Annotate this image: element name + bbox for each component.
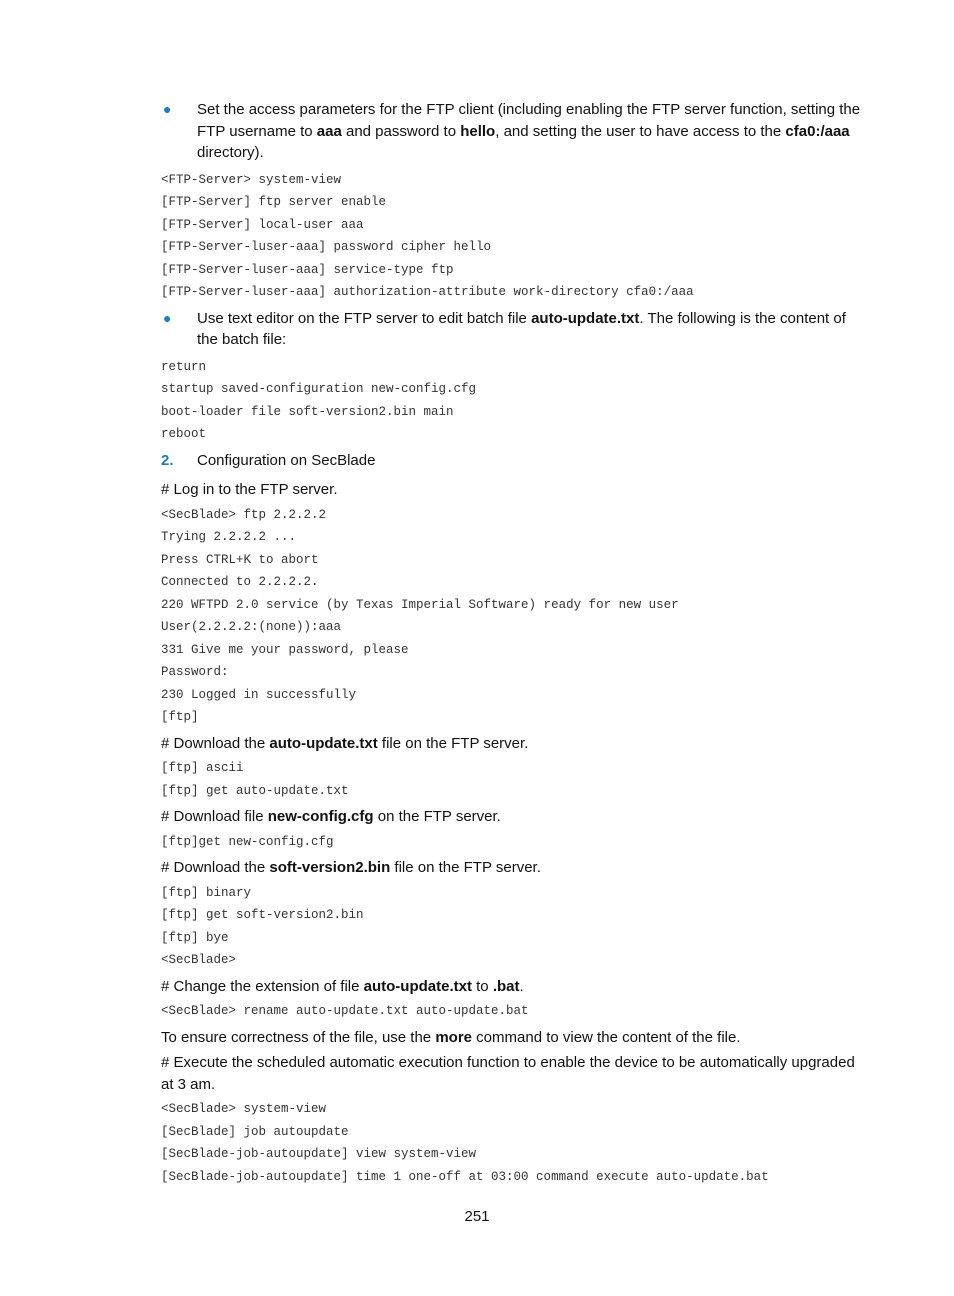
code-block-rename xyxy=(161,1000,865,1023)
para-download-software xyxy=(161,857,865,879)
para-download-config xyxy=(161,806,865,828)
text: file on the FTP server. xyxy=(390,859,541,876)
text: . The following is the content of the batch file: xyxy=(197,309,846,348)
text: , and setting the user to have access to the xyxy=(495,122,786,140)
text: to xyxy=(471,977,493,995)
bullet-dot-icon: ● xyxy=(163,101,172,117)
text: file on the FTP server. xyxy=(377,734,529,752)
bullet-batch-file xyxy=(161,308,865,351)
text: Use text editor on the FTP server to edit batch file xyxy=(197,309,532,327)
code-line: [SecBlade] job autoupdate xyxy=(161,1124,349,1139)
text: command to view the content of the file. xyxy=(472,1028,741,1046)
code-line: [FTP-Server-luser-aaa] password cipher hello xyxy=(161,240,492,254)
code-line: boot-loader file soft-version2.bin main xyxy=(161,404,454,419)
code-block-ascii xyxy=(161,757,865,802)
text: on the FTP server. xyxy=(373,808,501,825)
text: and password to xyxy=(341,122,461,140)
code-line: [SecBlade-job-autoupdate] time 1 one-off at 03:00 command execute auto-update.bat xyxy=(161,1169,769,1184)
code-line: Password: xyxy=(161,665,229,679)
code-line: [FTP-Server-luser-aaa] authorization-attribute work-directory cfa0:/aaa xyxy=(161,285,694,299)
bullet-dot-icon: ● xyxy=(163,309,172,326)
code-line: 331 Give me your password, please xyxy=(161,642,409,657)
code-line: <FTP-Server> system-view xyxy=(161,172,342,187)
text: # Download the xyxy=(161,859,270,876)
para-execute-schedule: # Execute the scheduled automatic execution function to enable the device to be automatically upgraded at 3 am. xyxy=(161,1054,855,1093)
code-line: [FTP-Server] ftp server enable xyxy=(161,195,387,209)
code-line: [ftp] binary xyxy=(161,885,252,900)
code-line: return xyxy=(161,359,207,374)
text: # Change the extension of file xyxy=(161,977,364,995)
code-block-job xyxy=(161,1098,865,1188)
code-line: 220 WFTPD 2.0 service (by Texas Imperial Software) ready for new user xyxy=(161,597,679,612)
para-change-extension xyxy=(161,976,865,998)
para-more-command xyxy=(161,1027,865,1049)
text: # Download file xyxy=(161,808,268,825)
text: To ensure correctness of the file, use the xyxy=(161,1028,436,1046)
code-block-ftp-server xyxy=(161,169,865,304)
step-text: Configuration on SecBlade xyxy=(197,451,376,469)
para-download-autoupdate xyxy=(161,733,865,755)
para-login: # Log in to the FTP server. xyxy=(161,481,338,498)
code-line: [ftp] get soft-version2.bin xyxy=(161,908,364,922)
text: directory). xyxy=(197,144,264,161)
code-line: Connected to 2.2.2.2. xyxy=(161,575,319,589)
code-line: reboot xyxy=(161,427,207,441)
filename-bold: auto-update.txt xyxy=(269,734,378,752)
step-heading xyxy=(161,450,865,472)
step-number: 2. xyxy=(161,451,174,469)
filename-bold: new-config.cfg xyxy=(267,808,374,825)
code-line: [ftp] bye xyxy=(161,930,229,945)
text: # Download the xyxy=(161,734,270,752)
code-line: [SecBlade-job-autoupdate] view system-view xyxy=(161,1147,477,1161)
code-line: User(2.2.2.2:(none)):aaa xyxy=(161,620,342,634)
code-line: <SecBlade> xyxy=(161,953,237,967)
code-line: Trying 2.2.2.2 ... xyxy=(161,530,297,544)
code-block-login xyxy=(161,504,865,729)
code-line: <SecBlade> rename auto-update.txt auto-update.bat xyxy=(161,1004,529,1018)
text: . xyxy=(519,977,524,995)
code-line: [ftp] get auto-update.txt xyxy=(161,783,349,798)
filename-bold: auto-update.txt xyxy=(531,309,640,327)
code-line: [ftp] ascii xyxy=(161,761,244,775)
code-line: <SecBlade> ftp 2.2.2.2 xyxy=(161,507,327,522)
command-bold: more xyxy=(435,1028,473,1046)
password-bold: hello xyxy=(460,122,496,140)
code-line: [FTP-Server] local-user aaa xyxy=(161,217,364,232)
code-block-binary xyxy=(161,882,865,972)
code-block-batch-file xyxy=(161,356,865,446)
username-bold: aaa xyxy=(316,122,342,140)
filename-bold: soft-version2.bin xyxy=(269,859,391,876)
code-line: [ftp]get new-config.cfg xyxy=(161,834,334,849)
directory-bold: cfa0:/aaa xyxy=(785,122,850,140)
code-line: [FTP-Server-luser-aaa] service-type ftp xyxy=(161,262,454,277)
code-line: <SecBlade> system-view xyxy=(161,1102,327,1116)
code-line: startup saved-configuration new-config.cfg xyxy=(161,382,477,396)
page-content xyxy=(161,99,865,1192)
extension-bold: .bat xyxy=(492,977,520,995)
code-line: 230 Logged in successfully xyxy=(161,687,357,702)
code-block-get-config xyxy=(161,831,865,854)
bullet-ftp-client-params xyxy=(161,99,865,164)
page-number: 251 xyxy=(464,1208,490,1225)
code-line: Press CTRL+K to abort xyxy=(161,552,319,567)
code-line: [ftp] xyxy=(161,710,199,724)
text: Set the access parameters for the FTP client (including enabling the FTP server function, setting the FTP username to xyxy=(197,101,861,140)
filename-bold: auto-update.txt xyxy=(363,977,472,995)
